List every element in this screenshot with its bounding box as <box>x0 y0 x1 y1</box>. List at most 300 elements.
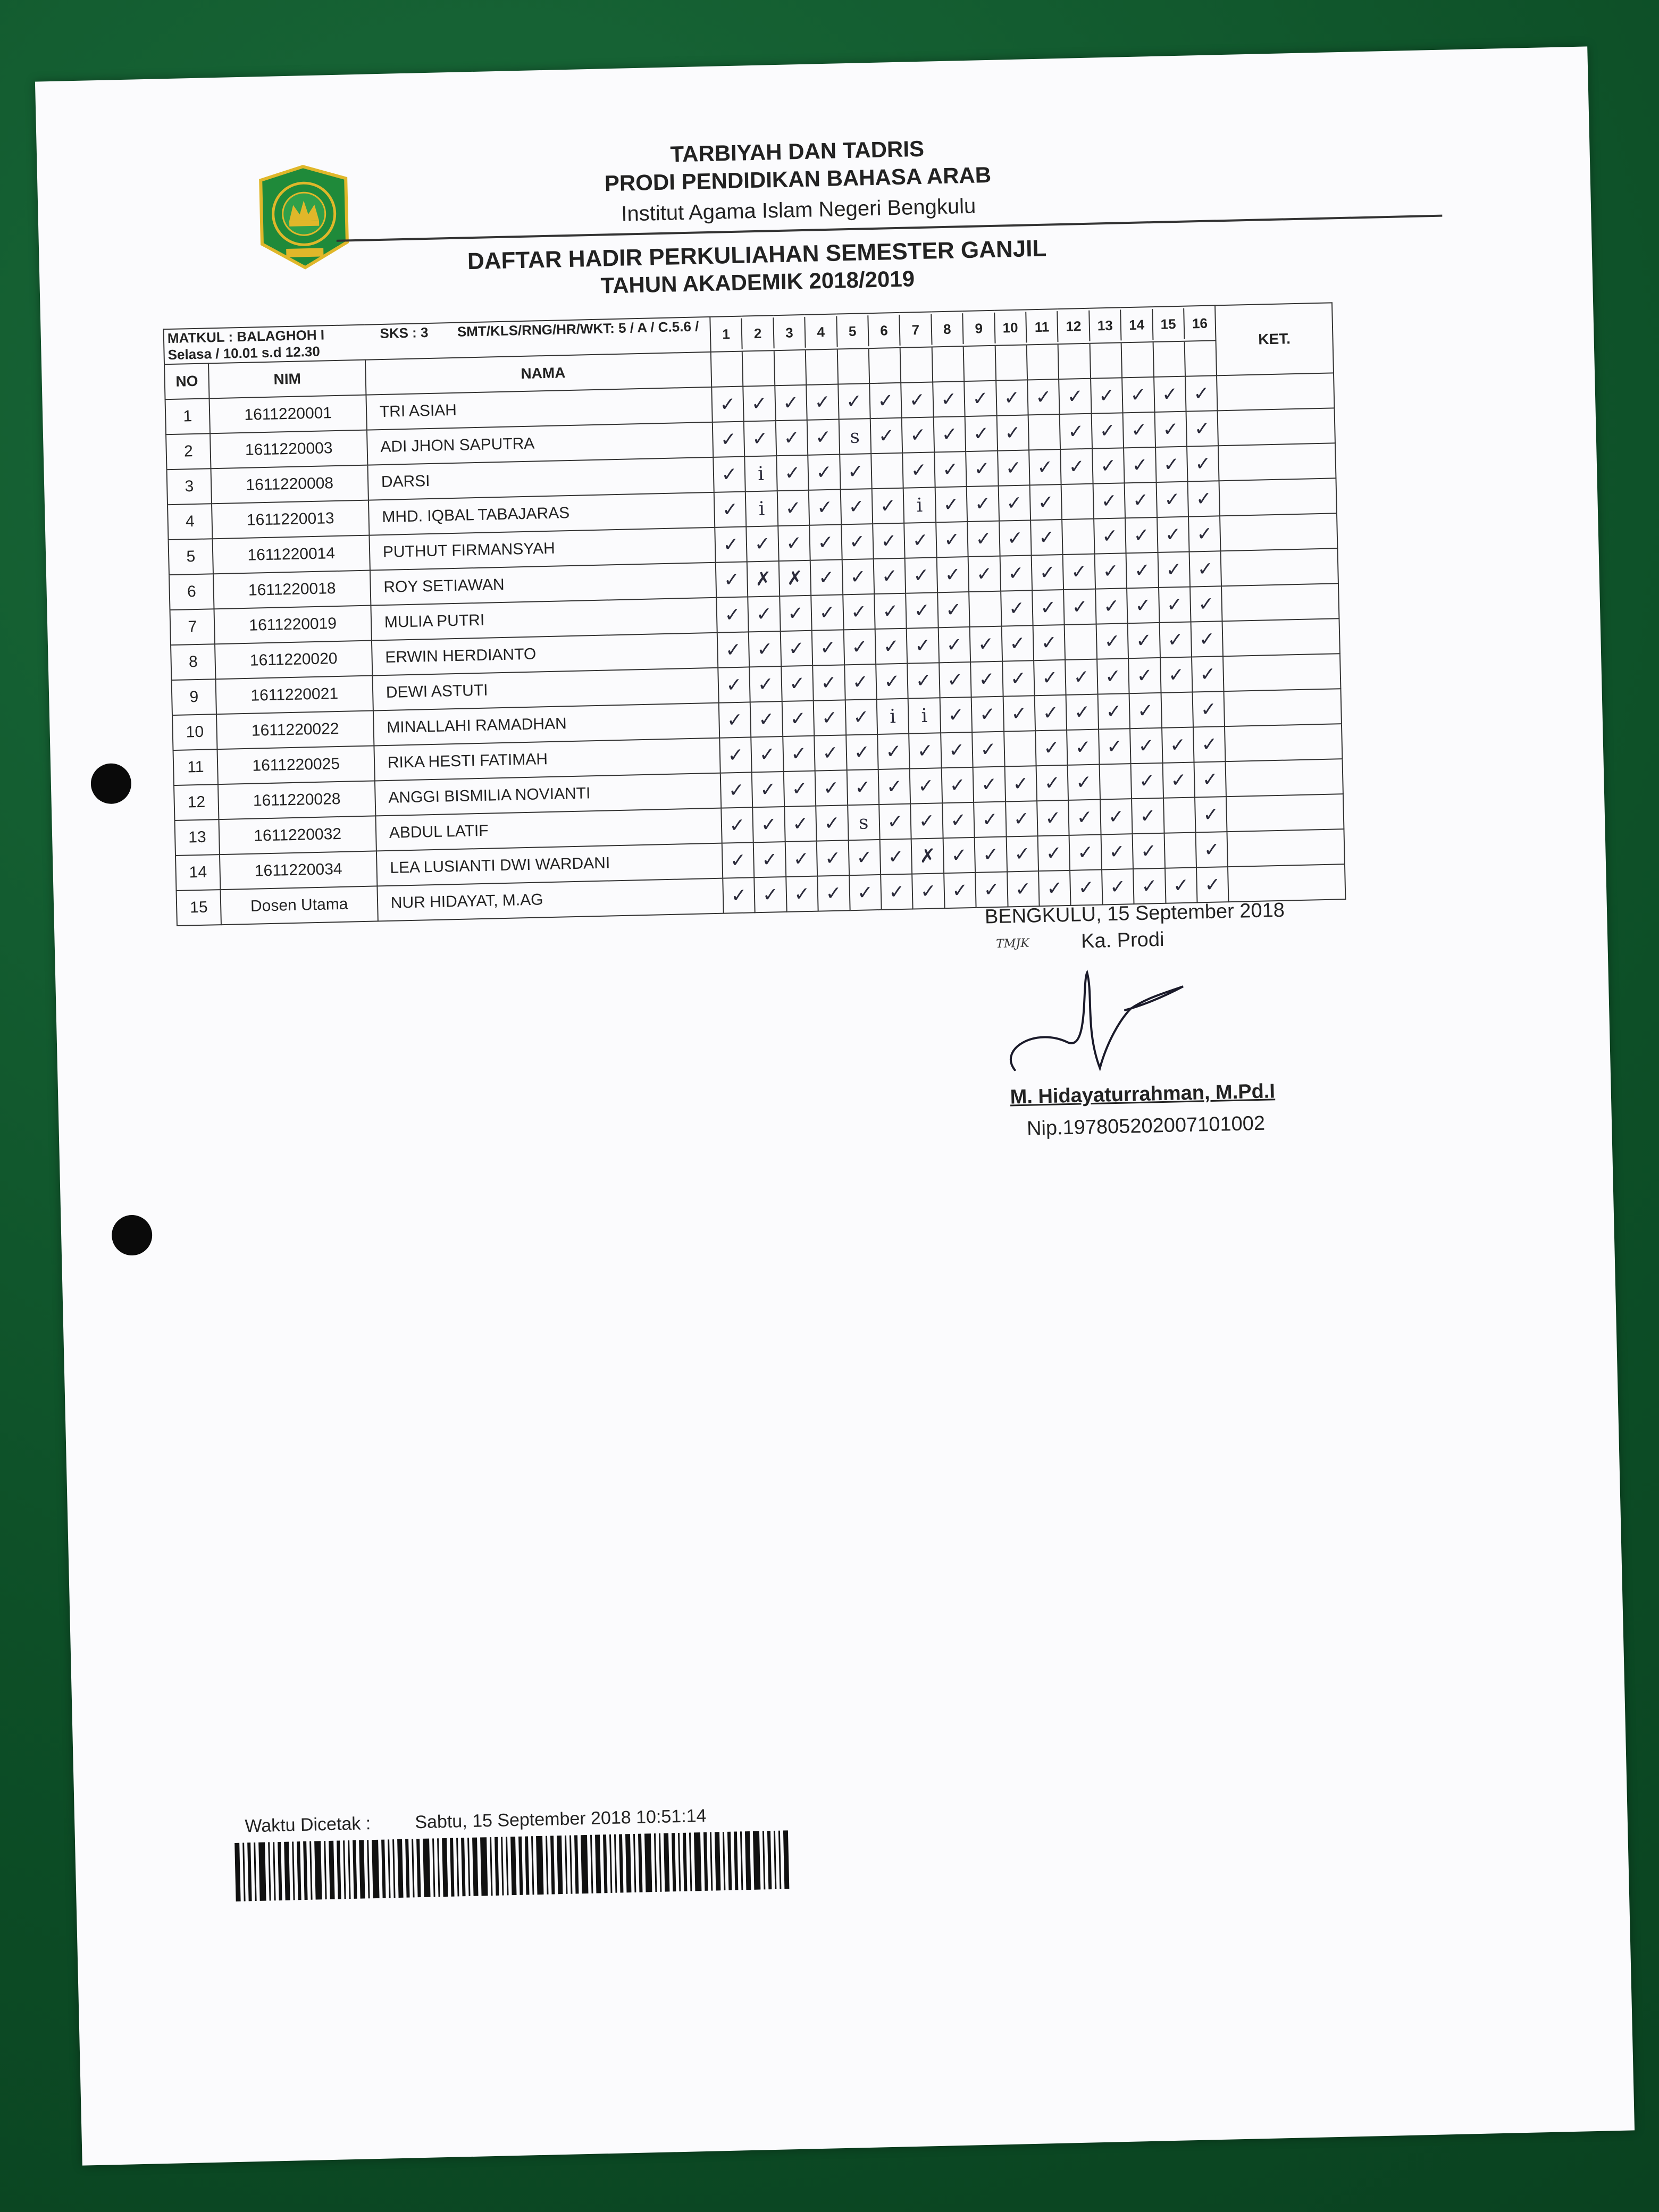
barcode-bar <box>303 1841 307 1900</box>
student-name: LEA LUSIANTI DWI WARDANI <box>376 843 723 886</box>
attendance-table-container <box>163 302 1346 926</box>
attendance-mark: ✓ <box>1101 834 1133 869</box>
attendance-mark: ✓ <box>1130 728 1162 764</box>
barcode-bar <box>388 1839 390 1898</box>
barcode-bar <box>609 1834 612 1893</box>
attendance-mark: ✓ <box>1091 378 1123 413</box>
course-credits: SKS : 3 <box>380 324 429 342</box>
row-number: 9 <box>172 679 217 715</box>
attendance-mark: ✓ <box>936 557 969 592</box>
row-number: 14 <box>175 854 221 891</box>
barcode-bar <box>442 1838 448 1897</box>
attendance-mark: ✓ <box>1124 447 1156 483</box>
attendance-mark: ✓ <box>881 874 913 910</box>
attendance-mark: ✓ <box>973 767 1006 802</box>
barcode-bar <box>234 1843 240 1901</box>
attendance-mark: ✓ <box>996 415 1029 450</box>
attendance-mark: ✓ <box>1159 587 1191 623</box>
attendance-mark: ✓ <box>1099 728 1131 764</box>
attendance-mark: ✓ <box>716 597 749 632</box>
attendance-mark: ✓ <box>1190 586 1222 622</box>
attendance-mark: ✓ <box>1125 517 1158 553</box>
attendance-mark: ✓ <box>1188 516 1221 551</box>
attendance-mark: ✓ <box>1030 520 1063 555</box>
attendance-mark: ✓ <box>1160 657 1193 693</box>
attendance-mark: ✓ <box>938 627 970 663</box>
barcode-bar <box>472 1838 478 1896</box>
attendance-mark: ✓ <box>936 522 968 557</box>
attendance-mark: ✓ <box>875 629 908 664</box>
student-name: ERWIN HERDIANTO <box>372 633 718 676</box>
attendance-mark: ✓ <box>809 524 842 560</box>
study-program: PRODI PENDIDIKAN BAHASA ARAB <box>604 162 992 196</box>
barcode-bar <box>581 1835 588 1893</box>
attendance-mark: ✓ <box>1007 871 1040 907</box>
barcode-bar <box>518 1837 523 1895</box>
attendance-mark: ✓ <box>817 875 850 911</box>
attendance-mark <box>1161 692 1193 728</box>
attendance-mark: ✓ <box>1092 448 1125 483</box>
attendance-mark: ✓ <box>1191 621 1223 657</box>
barcode-bar <box>501 1837 504 1896</box>
meeting-head-cell <box>1121 342 1153 377</box>
ket-header: KET. <box>1215 303 1334 375</box>
meeting-number-6: 6 <box>867 315 900 346</box>
meeting-number-14: 14 <box>1120 309 1152 340</box>
attendance-mark: ✓ <box>971 697 1004 732</box>
attendance-mark: ✓ <box>1189 551 1221 586</box>
signatory-role: Ka. Prodi <box>1080 928 1164 953</box>
attendance-mark: ✓ <box>912 873 944 909</box>
barcode-bar <box>569 1836 572 1894</box>
attendance-mark: ✓ <box>944 873 976 908</box>
barcode-bar <box>397 1839 403 1898</box>
meeting-head-cell <box>994 345 1027 380</box>
barcode-bar <box>381 1840 386 1898</box>
attendance-mark: ✓ <box>974 802 1006 837</box>
attendance-mark: ✓ <box>941 732 973 768</box>
signatory-nip: Nip.197805202007101002 <box>1026 1112 1266 1140</box>
attendance-mark: ✓ <box>844 664 877 700</box>
attendance-mark: ✓ <box>998 450 1030 485</box>
attendance-mark: ✓ <box>815 770 848 806</box>
attendance-mark: ✓ <box>907 663 940 698</box>
attendance-mark: ✓ <box>933 381 965 417</box>
meeting-head-cell <box>742 351 774 386</box>
punch-hole-top <box>90 763 132 805</box>
attendance-mark: ✓ <box>719 702 751 738</box>
attendance-mark: ✓ <box>1006 836 1038 872</box>
student-nim: 1611220020 <box>215 641 372 680</box>
attendance-mark: ✓ <box>939 662 971 698</box>
attendance-mark: ✓ <box>1155 447 1188 482</box>
attendance-mark: ✓ <box>817 840 849 876</box>
student-nim: 1611220019 <box>214 606 372 644</box>
attendance-mark: ✓ <box>1158 552 1190 588</box>
attendance-mark: ✓ <box>1125 482 1157 518</box>
barcode-bar <box>565 1836 567 1894</box>
barcode-bar <box>343 1840 346 1899</box>
student-nim: 1611220034 <box>220 851 377 890</box>
barcode-bar <box>432 1838 435 1897</box>
barcode-bar <box>767 1831 772 1889</box>
document-title: DAFTAR HADIR PERKULIAHAN SEMESTER GANJIL <box>467 235 1047 275</box>
attendance-mark: ✓ <box>934 451 967 487</box>
attendance-mark: ✓ <box>1000 555 1032 591</box>
no-header: NO <box>164 363 210 399</box>
student-nim: 1611220021 <box>216 676 373 715</box>
ket-cell <box>1218 443 1336 481</box>
barcode-bar <box>536 1836 543 1895</box>
attendance-mark: ✓ <box>846 734 878 770</box>
attendance-mark: ✓ <box>807 420 840 455</box>
barcode-bar <box>678 1833 681 1891</box>
barcode-bar <box>550 1836 555 1894</box>
barcode-bar <box>557 1836 563 1894</box>
attendance-mark: ✓ <box>1063 589 1096 625</box>
meeting-head-cell <box>1026 345 1059 379</box>
attendance-mark: ✓ <box>943 837 975 873</box>
attendance-mark: ✓ <box>1127 588 1159 623</box>
attendance-mark: ✓ <box>812 665 845 700</box>
row-number: 6 <box>169 574 214 610</box>
attendance-mark: ✓ <box>967 521 1000 557</box>
attendance-mark: ✓ <box>1065 659 1097 695</box>
attendance-mark: ✓ <box>714 492 747 527</box>
attendance-mark: ✓ <box>942 802 975 838</box>
barcode-bar <box>405 1839 409 1898</box>
attendance-mark: ✓ <box>1196 867 1229 902</box>
attendance-mark <box>1164 832 1196 868</box>
attendance-mark: ✓ <box>902 417 934 453</box>
nama-header: NAMA <box>365 352 711 395</box>
meeting-head-cell <box>1184 341 1217 375</box>
student-nim: 1611220014 <box>213 535 370 574</box>
attendance-mark: ✓ <box>1095 588 1128 624</box>
attendance-mark: ✓ <box>1154 412 1187 447</box>
attendance-mark: ✓ <box>782 701 814 736</box>
institution-name: Institut Agama Islam Negeri Bengkulu <box>621 194 976 226</box>
barcode-bar <box>242 1843 245 1901</box>
barcode-bar <box>644 1833 652 1892</box>
attendance-mark: ✓ <box>1060 449 1093 484</box>
meeting-number-8: 8 <box>931 313 963 345</box>
attendance-mark: ✓ <box>1029 449 1061 485</box>
attendance-mark: ✓ <box>1032 555 1064 590</box>
student-name: MULIA PUTRI <box>371 598 717 641</box>
attendance-mark: ✓ <box>906 592 938 628</box>
institute-logo <box>255 162 353 271</box>
student-name: NUR HIDAYAT, M.AG <box>377 878 723 921</box>
attendance-mark: ✓ <box>877 734 910 769</box>
attendance-mark: ✓ <box>996 380 1028 415</box>
attendance-mark: ✓ <box>972 732 1004 767</box>
student-name: DEWI ASTUTI <box>372 668 718 711</box>
attendance-mark: ✓ <box>748 596 781 632</box>
punch-hole-bottom <box>111 1214 153 1256</box>
print-time-value: Sabtu, 15 September 2018 10:51:14 <box>414 1805 707 1833</box>
barcode-bar <box>595 1834 601 1893</box>
attendance-mark: i <box>745 491 778 526</box>
attendance-mark: ✓ <box>935 487 967 522</box>
attendance-mark: ✓ <box>1132 798 1164 834</box>
attendance-mark: ✓ <box>808 454 840 490</box>
attendance-mark: ✓ <box>1059 379 1091 414</box>
barcode-bar <box>284 1842 290 1900</box>
student-nim: 1611220018 <box>213 571 371 609</box>
attendance-mark: ✓ <box>1001 590 1033 626</box>
attendance-mark: ✓ <box>713 457 745 492</box>
barcode-bar <box>734 1832 738 1890</box>
student-nim: Dosen Utama <box>221 886 378 925</box>
attendance-mark: ✓ <box>965 416 998 451</box>
barcode-bar <box>348 1840 350 1899</box>
student-nim: 1611220001 <box>210 395 367 434</box>
attendance-mark: ✓ <box>1030 484 1062 520</box>
attendance-mark: ✓ <box>880 839 912 875</box>
attendance-mark: ✓ <box>777 490 809 526</box>
ket-cell <box>1225 724 1342 761</box>
meeting-number-11: 11 <box>1025 311 1058 342</box>
attendance-mark: ✓ <box>1100 799 1133 834</box>
attendance-mark: ✓ <box>783 771 816 807</box>
attendance-mark: ✓ <box>901 382 933 417</box>
attendance-mark: ✓ <box>1038 835 1070 871</box>
attendance-mark: ✓ <box>1154 376 1186 412</box>
ket-cell <box>1223 653 1340 691</box>
attendance-mark: ✓ <box>1126 552 1159 588</box>
ket-cell <box>1221 548 1338 586</box>
attendance-mark: ✓ <box>810 559 843 595</box>
attendance-mark <box>1062 519 1094 555</box>
ket-cell <box>1222 618 1340 656</box>
barcode-bar <box>268 1842 271 1900</box>
student-name: MINALLAHI RAMADHAN <box>373 703 719 746</box>
ket-cell <box>1219 478 1337 516</box>
attendance-mark: ✓ <box>775 420 808 456</box>
barcode-bar <box>423 1839 430 1897</box>
attendance-mark: ✓ <box>1097 693 1130 729</box>
attendance-mark: ✓ <box>1159 622 1192 658</box>
attendance-mark: ✓ <box>1001 625 1034 661</box>
attendance-mark: ✓ <box>1185 375 1218 411</box>
attendance-mark: ✓ <box>941 767 974 803</box>
barcode-bar <box>309 1841 312 1900</box>
attendance-mark: ✓ <box>1187 446 1219 481</box>
barcode-bar <box>664 1833 669 1891</box>
attendance-mark: ✓ <box>1032 590 1065 625</box>
signatory-name: M. Hidayaturrahman, M.Pd.I <box>1010 1080 1276 1109</box>
barcode-bar <box>367 1840 370 1898</box>
attendance-mark: ✓ <box>1162 727 1194 763</box>
row-number: 15 <box>176 890 221 926</box>
attendance-mark: ✓ <box>1094 518 1126 554</box>
barcode-bar <box>723 1832 725 1890</box>
attendance-mark: ✓ <box>806 384 839 420</box>
attendance-mark: ✓ <box>1068 765 1100 800</box>
attendance-mark: ✓ <box>1102 869 1134 904</box>
attendance-mark: ✓ <box>1003 696 1035 731</box>
barcode-bar <box>416 1839 421 1897</box>
attendance-mark: ✓ <box>752 807 785 842</box>
row-number: 7 <box>170 609 215 645</box>
barcode-bar <box>745 1831 751 1890</box>
print-time-label: Waktu Dicetak : <box>245 1813 371 1837</box>
attendance-mark: ✓ <box>907 627 939 663</box>
attendance-mark <box>1099 764 1132 799</box>
attendance-mark: ✓ <box>847 769 879 805</box>
student-nim: 1611220003 <box>210 430 367 469</box>
student-name: ABDUL LATIF <box>375 808 722 851</box>
attendance-mark: ✓ <box>721 807 753 843</box>
barcode-bar <box>689 1833 692 1891</box>
barcode-bar <box>461 1838 465 1896</box>
barcode-bar <box>715 1832 720 1890</box>
attendance-mark: ✓ <box>1067 730 1099 765</box>
attendance-mark: ✓ <box>967 486 999 522</box>
attendance-mark: ✓ <box>1093 483 1125 518</box>
attendance-mark: ✓ <box>1157 517 1189 552</box>
meeting-head-cell <box>805 350 837 384</box>
barcode <box>234 1828 895 1901</box>
handwritten-signature <box>991 960 1196 1092</box>
meeting-number-1: 1 <box>722 325 731 342</box>
meeting-head-cell <box>900 348 932 382</box>
attendance-mark: ✓ <box>1027 379 1060 415</box>
attendance-mark: ✓ <box>1192 691 1225 727</box>
barcode-bar <box>412 1839 414 1897</box>
attendance-mark: ✓ <box>842 559 874 594</box>
ket-cell <box>1228 864 1345 902</box>
barcode-bar <box>633 1834 636 1892</box>
attendance-mark: ✓ <box>1162 763 1195 798</box>
barcode-bar <box>603 1834 607 1893</box>
barcode-bar <box>763 1831 765 1889</box>
barcode-bar <box>314 1841 322 1899</box>
row-number: 10 <box>172 714 217 750</box>
handwritten-note: TMJK <box>995 936 1029 951</box>
attendance-mark: ✓ <box>902 452 935 488</box>
attendance-mark: ✓ <box>1186 410 1219 446</box>
attendance-mark: ✓ <box>750 701 783 737</box>
barcode-bar <box>359 1840 365 1898</box>
attendance-mark: ✓ <box>1122 377 1154 413</box>
barcode-bar <box>297 1841 301 1900</box>
barcode-bar <box>774 1831 776 1889</box>
ket-cell <box>1226 794 1344 832</box>
meeting-head-cell <box>868 348 901 383</box>
attendance-rows <box>165 373 1346 926</box>
attendance-mark: ✓ <box>780 596 812 631</box>
student-name: MHD. IQBAL TABAJARAS <box>368 492 715 535</box>
attendance-mark: i <box>745 456 777 491</box>
attendance-mark: ✓ <box>1066 694 1099 730</box>
attendance-mark: ✓ <box>845 699 877 735</box>
meeting-head-cell <box>836 349 869 383</box>
attendance-mark: ✓ <box>1194 761 1226 797</box>
attendance-mark: ✓ <box>909 733 941 768</box>
attendance-sheet <box>35 46 1635 2165</box>
student-name: ADI JHON SAPUTRA <box>367 422 713 465</box>
meeting-number-3: 3 <box>773 317 805 348</box>
barcode-bar <box>337 1840 341 1899</box>
barcode-bar <box>683 1833 687 1891</box>
attendance-mark: ✓ <box>849 875 882 910</box>
attendance-mark: ✓ <box>1129 693 1162 728</box>
attendance-mark: ✓ <box>814 700 846 735</box>
attendance-mark: ✓ <box>848 840 881 875</box>
attendance-mark: ✓ <box>1038 870 1071 906</box>
meeting-head-cell <box>1058 344 1090 379</box>
attendance-mark: ✓ <box>811 594 843 630</box>
attendance-mark: ✓ <box>1192 656 1224 692</box>
attendance-mark: ✓ <box>1128 623 1160 658</box>
attendance-mark: ✓ <box>753 842 786 877</box>
barcode-bar <box>590 1835 593 1893</box>
attendance-mark: ✓ <box>910 803 943 839</box>
attendance-table <box>163 302 1346 926</box>
barcode-bar <box>392 1839 395 1898</box>
student-nim: 1611220013 <box>212 500 369 539</box>
attendance-mark: ✓ <box>1035 730 1068 766</box>
attendance-mark: ✓ <box>874 593 907 629</box>
attendance-mark: ✗ <box>778 560 811 596</box>
attendance-mark: ✓ <box>876 664 908 699</box>
attendance-mark: ✓ <box>843 629 876 665</box>
ket-cell <box>1221 583 1339 621</box>
attendance-mark: ✓ <box>1091 413 1124 448</box>
attendance-mark <box>871 453 903 489</box>
meeting-number-16: 16 <box>1183 307 1216 339</box>
row-number: 2 <box>166 433 211 470</box>
attendance-mark: ✓ <box>1156 482 1188 517</box>
attendance-mark: ✓ <box>869 383 902 418</box>
barcode-bar <box>278 1842 282 1900</box>
row-number: 11 <box>173 749 219 785</box>
attendance-mark: ✓ <box>975 872 1008 908</box>
attendance-mark: ✓ <box>816 805 848 841</box>
meeting-number-12: 12 <box>1057 311 1090 342</box>
ket-cell <box>1226 759 1343 797</box>
barcode-bar <box>273 1842 275 1900</box>
attendance-mark <box>1065 624 1097 660</box>
attendance-mark <box>969 591 1001 627</box>
barcode-bar <box>654 1833 657 1892</box>
attendance-mark: ✓ <box>1070 870 1102 906</box>
attendance-mark: ✓ <box>785 841 817 877</box>
attendance-mark: ✓ <box>713 422 745 457</box>
attendance-mark: ✓ <box>970 661 1003 697</box>
meeting-head-cell <box>931 347 963 381</box>
barcode-bar <box>619 1834 623 1892</box>
attendance-mark: ✓ <box>780 631 812 666</box>
attendance-mark: ✓ <box>719 737 752 773</box>
ket-cell <box>1227 829 1345 867</box>
attendance-mark: ✓ <box>723 877 755 913</box>
row-number: 3 <box>167 468 212 505</box>
attendance-mark: ✓ <box>784 806 817 842</box>
attendance-mark: ✓ <box>937 592 970 627</box>
attendance-mark: ✓ <box>838 383 870 419</box>
barcode-bar <box>753 1831 760 1890</box>
attendance-mark: ✓ <box>715 526 747 562</box>
student-nim: 1611220025 <box>217 745 375 784</box>
attendance-mark: ✓ <box>878 769 911 805</box>
attendance-mark: ✓ <box>775 385 807 421</box>
attendance-mark: ✓ <box>975 837 1007 873</box>
attendance-mark: ✓ <box>752 772 784 807</box>
ket-cell <box>1224 689 1342 726</box>
